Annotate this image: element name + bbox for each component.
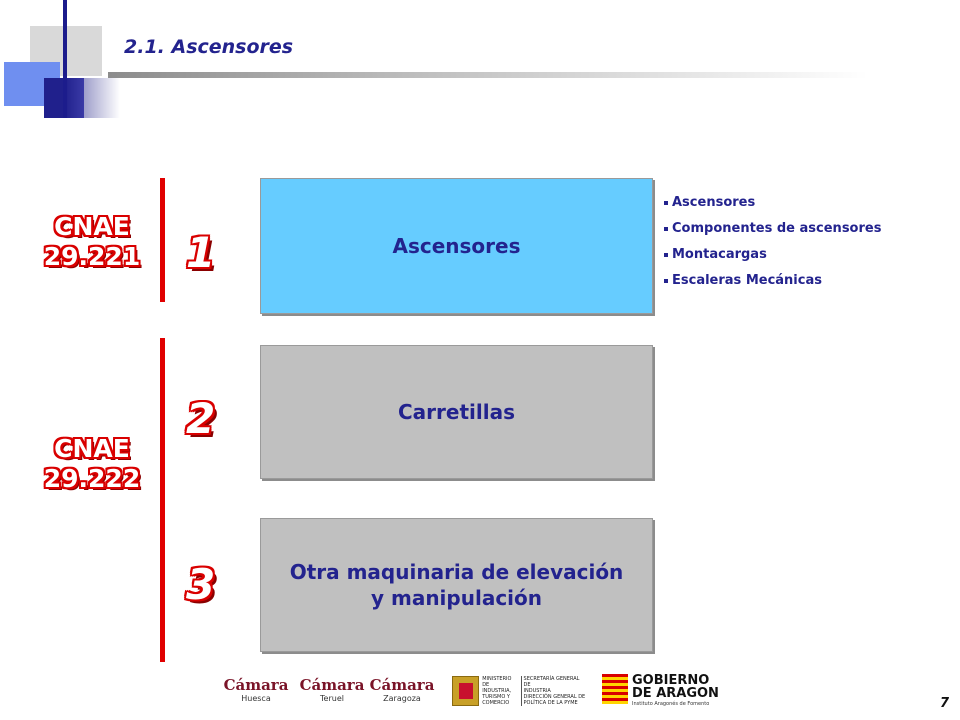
bullet-square-icon <box>664 227 668 231</box>
slide-title: 2.1. Ascensores <box>124 36 294 58</box>
logo-name: Cámara <box>223 676 289 694</box>
gobierno-aragon-logo <box>602 674 720 714</box>
bullet-square-icon <box>664 279 668 283</box>
aragon-text: GOBIERNO DE ARAGON Instituto Aragonés de Fomento <box>632 673 719 707</box>
cnae-label-2 <box>36 434 148 494</box>
logo-city: Zaragoza <box>383 694 421 703</box>
list-item-text: Montacargas <box>672 247 767 262</box>
list-item-text: Componentes de ascensores <box>672 221 882 236</box>
list-item <box>664 268 881 294</box>
decor-horizontal-line <box>108 72 868 78</box>
step-number-3: 3 <box>186 560 216 609</box>
page-number: 7 <box>940 696 950 711</box>
logo-name: Cámara <box>299 676 365 694</box>
box-label: Otra maquinaria de elevación y manipulación <box>289 560 624 610</box>
bullet-list <box>664 190 881 294</box>
logo-city: Huesca <box>241 694 271 703</box>
bullet-square-icon <box>664 253 668 257</box>
bullet-square-icon <box>664 201 668 205</box>
decor-vertical-line <box>63 0 67 118</box>
category-box-ascensores: Ascensores <box>260 178 653 314</box>
logo-city: Teruel <box>320 694 344 703</box>
list-item <box>664 190 881 216</box>
logo-name: Cámara <box>369 676 435 694</box>
camara-teruel-logo <box>296 676 368 710</box>
ministerio-text: MINISTERIO DE INDUSTRIA, TURISMO Y COMERCIO <box>482 676 512 706</box>
list-item <box>664 242 881 268</box>
aragon-flag-icon <box>602 674 628 704</box>
ministerio-logo <box>452 676 586 710</box>
secretaria-text: SECRETARÍA GENERAL DE INDUSTRIA DIRECCIÓN GENERAL DE POLÍTICA DE LA PYME <box>521 676 586 706</box>
cnae-word: CNAE <box>54 434 130 463</box>
cnae-label-1 <box>36 212 148 272</box>
cnae-code: 29.221 <box>43 242 141 271</box>
camara-zaragoza-logo <box>366 676 438 710</box>
list-item <box>664 216 881 242</box>
red-bracket-2 <box>160 338 165 662</box>
step-number-2: 2 <box>186 394 216 443</box>
coat-of-arms-icon <box>452 676 479 706</box>
list-item-text: Escaleras Mecánicas <box>672 273 822 288</box>
red-bracket-1 <box>160 178 165 302</box>
step-number-1: 1 <box>186 228 216 277</box>
cnae-code: 29.222 <box>43 464 141 493</box>
category-box-carretillas: Carretillas <box>260 345 653 479</box>
category-box-otra-maquinaria <box>260 518 653 652</box>
decor-shadow <box>84 78 120 118</box>
cnae-word: CNAE <box>54 212 130 241</box>
list-item-text: Ascensores <box>672 195 756 210</box>
camara-huesca-logo <box>220 676 292 710</box>
